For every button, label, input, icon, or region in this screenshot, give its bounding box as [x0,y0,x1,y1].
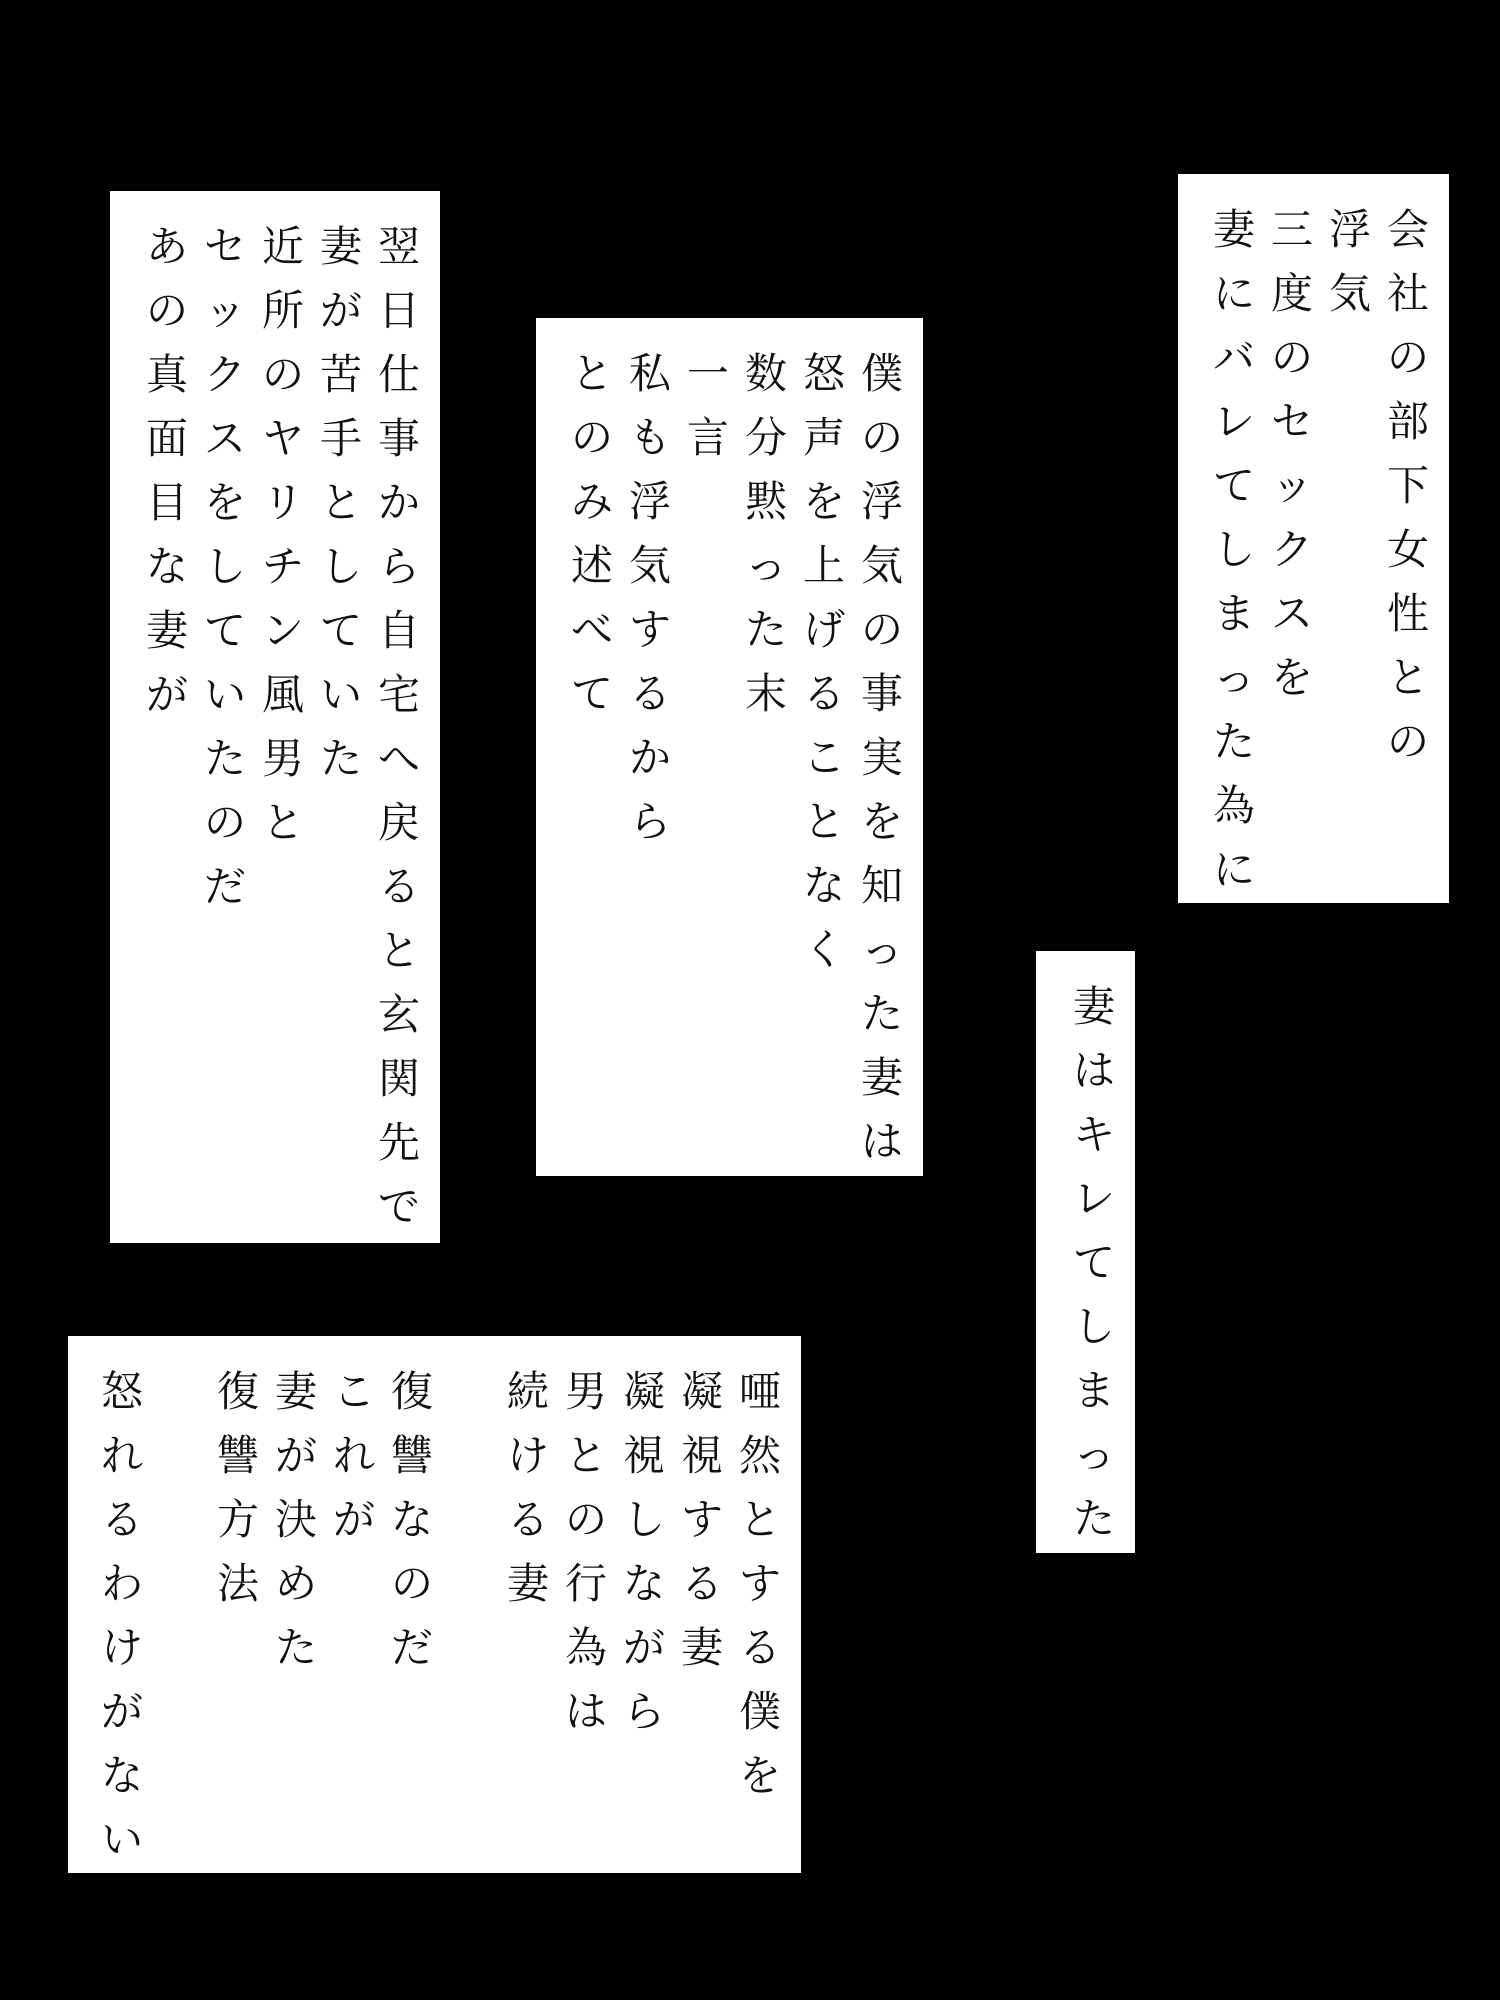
caption-glyph: 戻 [377,798,420,847]
caption-glyph: 三 [1270,205,1313,254]
caption-glyph: 凝 [680,1367,723,1416]
caption-line [557,1360,615,1744]
caption-line [1321,198,1379,326]
caption-glyph: と [802,797,845,846]
caption-glyph: 視 [680,1431,723,1480]
caption-glyph: 浮 [1328,205,1371,254]
caption-glyph: か [377,478,420,527]
caption-glyph: 知 [860,861,903,910]
caption-glyph: と [1386,653,1429,702]
caption-glyph: レ [1212,397,1255,446]
caption-glyph: る [377,862,420,911]
caption-glyph: 分 [744,413,787,462]
caption-glyph: る [738,1623,781,1672]
caption-glyph: 部 [1386,397,1429,446]
caption-glyph: 凝 [622,1367,665,1416]
caption-line [138,215,196,727]
caption-glyph: し [1212,525,1255,574]
caption-glyph: の [145,286,188,335]
caption-glyph: だ [390,1623,433,1672]
caption-lines [1205,198,1437,902]
caption-glyph: あ [145,222,188,271]
caption-glyph: が [319,286,362,335]
caption-line [499,1360,557,1616]
caption-glyph: る [100,1495,143,1544]
caption-glyph: ら [377,542,420,591]
caption-line [267,1360,325,1680]
caption-glyph: 為 [564,1623,607,1672]
caption-glyph: な [100,1751,143,1800]
caption-line [312,215,370,791]
caption-glyph: は [1072,1046,1115,1095]
caption-glyph: ン [261,606,304,655]
caption-glyph: し [1072,1302,1115,1351]
caption-glyph: た [203,734,246,783]
caption-glyph: の [390,1559,433,1608]
caption-glyph: っ [860,925,903,974]
caption-glyph: 度 [1270,269,1313,318]
caption-glyph: と [738,1495,781,1544]
caption-line [673,1360,731,1680]
caption-glyph: 妻 [680,1623,723,1672]
caption-line [196,215,254,919]
caption-glyph: 声 [802,413,845,462]
caption-glyph: 浮 [628,477,671,526]
caption-glyph: 目 [145,478,188,527]
caption-glyph: な [622,1559,665,1608]
caption-glyph: 妻 [860,1053,903,1102]
caption-glyph: 僕 [860,349,903,398]
caption-glyph: 苦 [319,350,362,399]
caption-box-2 [536,318,923,1176]
caption-glyph: 唖 [738,1367,781,1416]
caption-glyph: し [319,542,362,591]
caption-glyph: 翌 [377,222,420,271]
caption-glyph: へ [377,734,420,783]
caption-glyph: た [1072,1494,1115,1543]
caption-lines [563,342,911,1174]
caption-glyph: に [1212,269,1255,318]
caption-glyph: 面 [145,414,188,463]
caption-glyph: が [100,1687,143,1736]
caption-glyph: わ [100,1559,143,1608]
caption-glyph: 手 [319,414,362,463]
caption-line [1205,198,1263,902]
caption-glyph: ク [1270,525,1313,574]
caption-glyph: っ [744,541,787,590]
caption-glyph: て [319,606,362,655]
caption-glyph: 近 [261,222,304,271]
caption-glyph: 下 [1386,461,1429,510]
caption-glyph: な [390,1495,433,1544]
caption-glyph: が [622,1623,665,1672]
caption-line [151,1360,209,1370]
caption-line [615,1360,673,1744]
caption-glyph: い [100,1815,143,1864]
caption-glyph: か [628,733,671,782]
caption-glyph: 讐 [216,1431,259,1480]
caption-glyph: 気 [860,541,903,590]
caption-glyph: 会 [1386,205,1429,254]
caption-glyph: を [1270,653,1313,702]
caption-glyph: 私 [628,349,671,398]
caption-glyph: け [506,1431,549,1480]
caption-glyph: リ [261,478,304,527]
caption-glyph: 男 [564,1367,607,1416]
caption-glyph: ら [628,797,671,846]
caption-glyph: も [628,413,671,462]
caption-glyph: の [1386,717,1429,766]
caption-glyph: と [261,798,304,847]
caption-glyph: の [1270,333,1313,382]
caption-glyph: 行 [564,1559,607,1608]
caption-glyph: べ [570,605,613,654]
caption-box-5 [68,1336,801,1873]
caption-line [209,1360,267,1616]
caption-glyph: な [802,861,845,910]
caption-glyph: が [274,1431,317,1480]
caption-glyph: 日 [377,286,420,335]
caption-glyph: こ [802,733,845,782]
caption-glyph: の [860,605,903,654]
caption-glyph: 僕 [738,1687,781,1736]
caption-glyph: キ [1072,1110,1115,1159]
caption-glyph: は [564,1687,607,1736]
caption-line [441,1360,499,1370]
caption-glyph: た [860,989,903,1038]
caption-glyph: る [628,669,671,718]
caption-glyph: い [319,670,362,719]
caption-glyph: み [570,477,613,526]
caption-line [795,342,853,982]
caption-glyph: ま [1212,589,1255,638]
caption-glyph: 浮 [860,477,903,526]
caption-glyph: で [377,1182,420,1231]
caption-glyph: け [100,1623,143,1672]
caption-glyph: る [506,1495,549,1544]
caption-glyph: ッ [1270,461,1313,510]
caption-glyph: と [377,926,420,975]
caption-line [853,342,911,1174]
caption-glyph: 黙 [744,477,787,526]
caption-glyph: 関 [377,1054,420,1103]
caption-glyph: る [680,1559,723,1608]
caption-glyph: と [319,478,362,527]
caption-glyph: の [1386,333,1429,382]
caption-glyph: し [622,1495,665,1544]
caption-glyph: が [332,1495,375,1544]
caption-glyph: 方 [216,1495,259,1544]
caption-glyph: 玄 [377,990,420,1039]
caption-glyph: 妻 [319,222,362,271]
caption-glyph: ヤ [261,414,304,463]
caption-glyph: 為 [1212,781,1255,830]
caption-glyph: て [1212,461,1255,510]
caption-glyph: 妻 [1072,982,1115,1031]
caption-glyph: 真 [145,350,188,399]
caption-glyph: 復 [216,1367,259,1416]
caption-glyph: 先 [377,1118,420,1167]
caption-glyph: は [860,1117,903,1166]
caption-glyph: て [203,606,246,655]
caption-glyph: 社 [1386,269,1429,318]
caption-glyph: す [680,1495,723,1544]
caption-line [621,342,679,854]
caption-line [731,1360,789,1808]
caption-glyph: と [570,349,613,398]
caption-line [383,1360,441,1680]
caption-glyph: ス [203,414,246,463]
caption-glyph: に [1212,845,1255,894]
caption-line [737,342,795,726]
caption-glyph: 妻 [1212,205,1255,254]
caption-glyph: 怒 [100,1367,143,1416]
caption-glyph: 続 [506,1367,549,1416]
caption-glyph: し [203,542,246,591]
caption-glyph: 一 [686,349,729,398]
caption-glyph: た [319,734,362,783]
caption-glyph: た [744,605,787,654]
caption-line [93,1360,151,1872]
caption-glyph: た [274,1623,317,1672]
caption-glyph: と [564,1431,607,1480]
caption-box-3 [110,191,440,1243]
caption-glyph: 讐 [390,1431,433,1480]
caption-glyph: 妻 [145,606,188,655]
caption-line [325,1360,383,1552]
caption-glyph: の [564,1495,607,1544]
caption-glyph: 気 [628,541,671,590]
caption-glyph: る [802,669,845,718]
caption-glyph: 事 [860,669,903,718]
caption-glyph: げ [802,605,845,654]
caption-glyph: く [802,925,845,974]
caption-glyph: な [145,542,188,591]
caption-glyph: ま [1072,1366,1115,1415]
caption-glyph: セ [203,222,246,271]
caption-glyph: 事 [377,414,420,463]
caption-glyph: 仕 [377,350,420,399]
caption-box-4 [1036,951,1135,1553]
caption-glyph: ッ [203,286,246,335]
caption-glyph: の [203,798,246,847]
caption-glyph: が [145,670,188,719]
caption-box-1 [1178,174,1449,903]
caption-glyph: の [860,413,903,462]
caption-glyph: を [860,797,903,846]
caption-glyph: 妻 [506,1559,549,1608]
caption-glyph: の [261,350,304,399]
caption-glyph: 法 [216,1559,259,1608]
caption-glyph: 視 [622,1431,665,1480]
caption-glyph: を [203,478,246,527]
caption-glyph: 気 [1328,269,1371,318]
caption-glyph: セ [1270,397,1313,446]
caption-glyph: 述 [570,541,613,590]
caption-glyph: バ [1212,333,1255,382]
caption-glyph: 決 [274,1495,317,1544]
caption-glyph: レ [1072,1174,1115,1223]
caption-glyph: 実 [860,733,903,782]
caption-glyph: っ [1072,1430,1115,1479]
caption-lines [1065,975,1123,1551]
caption-glyph: を [738,1751,781,1800]
caption-glyph: っ [1212,653,1255,702]
caption-glyph: チ [261,542,304,591]
caption-glyph: め [274,1559,317,1608]
caption-glyph: 数 [744,349,787,398]
caption-glyph: 男 [261,734,304,783]
caption-line [1263,198,1321,710]
caption-line [1065,975,1123,1551]
caption-glyph: れ [332,1431,375,1480]
caption-glyph: 然 [738,1431,781,1480]
caption-line [1379,198,1437,774]
caption-glyph: た [1212,717,1255,766]
caption-glyph: ス [1270,589,1313,638]
caption-glyph: 怒 [802,349,845,398]
caption-glyph: 宅 [377,670,420,719]
caption-lines [93,1360,789,1872]
caption-glyph: て [570,669,613,718]
caption-glyph: だ [203,862,246,911]
caption-glyph: 自 [377,606,420,655]
caption-glyph: ら [622,1687,665,1736]
caption-glyph: 言 [686,413,729,462]
caption-glyph: れ [100,1431,143,1480]
caption-glyph: 末 [744,669,787,718]
caption-glyph: の [570,413,613,462]
caption-glyph: 風 [261,670,304,719]
caption-glyph: て [1072,1238,1115,1287]
caption-glyph: を [802,477,845,526]
caption-glyph: 性 [1386,589,1429,638]
caption-line [563,342,621,726]
caption-glyph: す [738,1559,781,1608]
caption-glyph: す [628,605,671,654]
caption-glyph: こ [332,1367,375,1416]
caption-glyph: い [203,670,246,719]
caption-glyph: 妻 [274,1367,317,1416]
caption-glyph: ク [203,350,246,399]
caption-glyph: 所 [261,286,304,335]
caption-line [254,215,312,855]
caption-glyph: 上 [802,541,845,590]
caption-glyph: 復 [390,1367,433,1416]
caption-line [370,215,428,1239]
caption-lines [138,215,428,1239]
caption-line [679,342,737,470]
caption-glyph: 女 [1386,525,1429,574]
